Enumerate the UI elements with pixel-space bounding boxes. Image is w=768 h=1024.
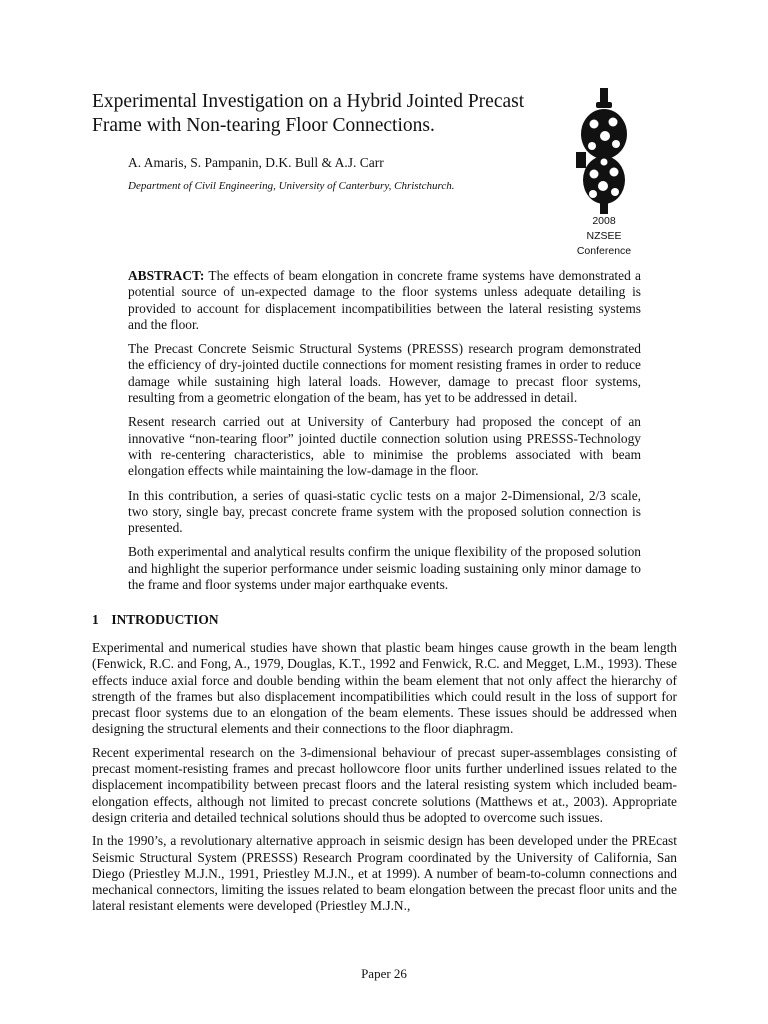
conference-label bbox=[566, 214, 642, 259]
abstract-paragraph-1 bbox=[128, 268, 641, 333]
abstract bbox=[128, 268, 641, 601]
abstract-text-1: The effects of beam elongation in concrete frame systems have demonstrated a potential source of un-expected damage to the floor systems unless adequate detailing is provided to account for displacement incompatibilities between the lateral resisting systems and the floor. bbox=[128, 268, 641, 332]
page-footer: Paper 26 bbox=[361, 966, 407, 981]
abstract-paragraph-5: Both experimental and analytical results confirm the unique flexibility of the proposed solution and highlight the superior performance under seismic loading sustaining only minor damage to the frame and floor systems under major earthquake events. bbox=[128, 544, 641, 593]
intro-paragraph-1: Experimental and numerical studies have shown that plastic beam hinges cause growth in the beam length (Fenwick, R.C. and Fong, A., 1979, Douglas, K.T., 1992 and Fenwick, R.C. and Megget, L.M., 1993). These effects induce axial force and double bending within the beam element that not only affect the hierarchy of strength of the frames but also displacement incompatibilities which could result in the loss of support for precast floor systems due to an elongation of the beam elements. These issues should be addressed when designing the structural elements and their connections to the floor diaphragm. bbox=[92, 640, 677, 737]
conference-year: 2008 bbox=[592, 215, 616, 227]
intro-paragraph-2: Recent experimental research on the 3-dimensional behaviour of precast super-assemblages consisting of precast moment-resisting frames and precast hollowcore floor units further underlined issues related to the displacement incompatibility between precast floors and the lateral resisting system which included beam-elongation effects, although not limited to precast concrete solutions (Matthews et at., 2003). Appropriate design criteria and detailed technical solutions should thus be adopted to overcome such issues. bbox=[92, 744, 677, 825]
paper-title bbox=[92, 90, 562, 138]
section-title: INTRODUCTION bbox=[111, 612, 219, 627]
abstract-paragraph-2: The Precast Concrete Seismic Structural Systems (PRESSS) research program demonstrated the efficiency of dry-jointed ductile connections for moment resisting frames in order to reduce damage while sustaining high lateral loads. However, damage to precast floor systems, resulting from a geometric elongation of the beam, has yet to be addressed in detail. bbox=[128, 341, 641, 406]
nzsee-logo bbox=[574, 86, 634, 216]
abstract-paragraph-3: Resent research carried out at University of Canterbury had proposed the concept of an innovative “non-tearing floor” jointed ductile connection solution using PRESSS-Technology with re-centering characteristics, able to minimise the problems associated with beam elongation effects while maintaining the low-damage in the floor. bbox=[128, 414, 641, 479]
author-list: A. Amaris, S. Pampanin, D.K. Bull & A.J. Carr bbox=[128, 155, 384, 170]
intro-paragraph-3: In the 1990’s, a revolutionary alternative approach in seismic design has been developed under the PREcast Seismic Structural System (PRESSS) Research Program coordinated by the University of California, San Diego (Priestley M.J.N., 1991, Priestley M.J.N., et at 1999). A number of beam-to-column connections and mechanical connectors, limiting the issues related to beam elongation between the precast floor units and the lateral resistant elements were developed (Priestley M.J.N., bbox=[92, 833, 677, 914]
section-heading-introduction bbox=[92, 612, 219, 628]
abstract-paragraph-4: In this contribution, a series of quasi-static cyclic tests on a major 2-Dimensional, 2/3 scale, two story, single bay, precast concrete frame system with the proposed solution connection is presented. bbox=[128, 487, 641, 536]
conference-name: NZSEE bbox=[586, 230, 622, 242]
abstract-label: ABSTRACT: bbox=[128, 268, 205, 283]
title-line-1: Experimental Investigation on a Hybrid Jointed Precast bbox=[92, 91, 525, 112]
introduction-body bbox=[92, 640, 677, 922]
title-line-2: Frame with Non-tearing Floor Connections. bbox=[92, 115, 435, 136]
conference-word: Conference bbox=[576, 245, 632, 257]
affiliation: Department of Civil Engineering, University of Canterbury, Christchurch. bbox=[128, 180, 455, 192]
section-number: 1 bbox=[92, 612, 99, 627]
